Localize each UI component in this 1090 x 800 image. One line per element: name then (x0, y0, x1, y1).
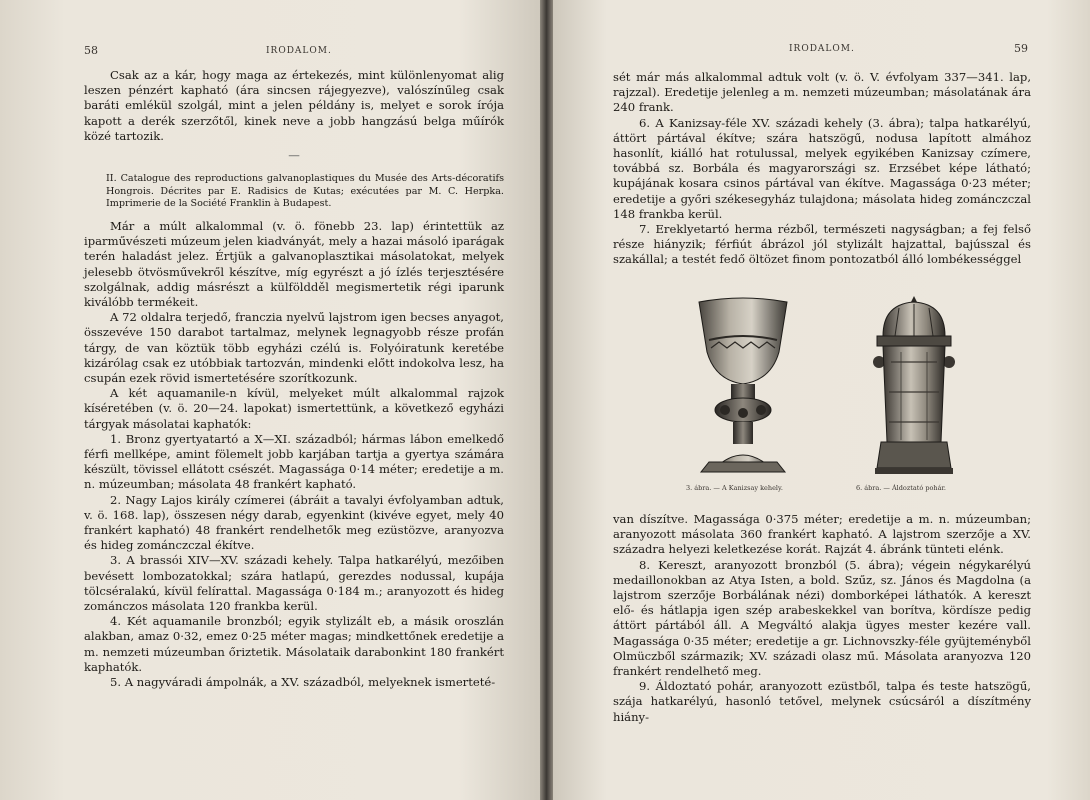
list-item-1: 1. Bronz gyertyatartó a X—XI. századból; hármas lábon emelkedő férfi mellképe, amint fölemelt jobb karjában tartja a gyertya számára készült, tövissel ellátott csészét. Magassága 0·14 méter; eredetije a m. n. múzeumban; másolata 48 frankért kapható. (84, 431, 504, 492)
list-item-4: 4. Két aquamanile bronzból; egyik stylizált eb, a másik oroszlán alakban, amaz 0·32, emez 0·25 méter magas; mindkettőnek eredetije a m. nemzeti múzeumban őriztetik. Másolataik darabonkint 180 frankért kaphatók. (84, 614, 504, 674)
left-page (0, 0, 540, 800)
list-item-5: 5. A nagyváradi ámpolnák, a XV. századból, melyeknek ismerteté- (110, 675, 496, 690)
figures-area (553, 292, 1090, 504)
list-item-2: 2. Nagy Lajos király czímerei (ábráit a tavalyi évfolyamban adtuk, v. ö. 168. lap), összesen négy darab, egyenkint (kivéve egyet, mely 40 frankért kapható) 48 frankért rendelhetők meg ezüstözve, aranyozva és hideg zománczczal ékítve. (84, 492, 504, 553)
paragraph-2: A 72 oldalra terjedő, franczia nyelvű lajstrom igen becses anyagot, összevéve 150 darabot tartalmaz, melynek legnagyobb része profán tárgy, de van köztük több egyházi czélú is. Folyóiratunk keretébe kizárólag csak ez utóbbiak tartozván, mindenki előtt indokolva lesz, ha csupán ezek rövid ismertetésére szorítkozunk. (84, 310, 504, 386)
right-page (553, 0, 1090, 800)
left-text-column (84, 68, 504, 690)
page-number: 59 (1014, 42, 1028, 55)
figure-3-caption: 3. ábra. — A Kanizsay kehely. (686, 484, 783, 492)
list-item-9: 9. Áldoztató pohár, aranyozott ezüstből, talpa és teste hatszögű, szája hatkarélyú, hasonló tetővel, melynek csúcsáról a díszítmény hiány- (613, 679, 1031, 724)
list-item-7: 7. Ereklyetartó herma rézből, természeti nagyságban; a fej felső része hiányzik; férfiút ábrázol jól stylizált hajzattal, bajússzal és szakállal; a testét fedő öltözet finom pontozatból álló lombékességgel (613, 222, 1031, 267)
paragraph-intro: Csak az a kár, hogy maga az értekezés, mint különlenyomat alig leszen pénzért kapható (ára sincsen rájegyezve), valószínűleg csak baráti emlékül szolgál, mint a jelen példány is, melyet e sorok írója kapott a derék szerzőtől, kinek neve a jobb hangzású belga műírók közé tartozik. (84, 68, 504, 143)
catalogue-heading: II. Catalogue des reproductions galvanoplastiques du Musée des Arts-décoratifs Hongrois. Décrites par E. Radisics de Kutas; exécutées par M. C. Herpka. Imprimerie de la Société Franklin à Budapest. (106, 173, 504, 210)
right-text-top (613, 70, 1031, 268)
running-head: IRODALOM. (789, 44, 855, 54)
running-head: IRODALOM. (266, 46, 332, 56)
list-item-3: 3. A brassói XIV—XV. századi kehely. Talpa hatkarélyú, mezőiben bevésett lombozatokkal; szára hatlapú, gerezdes nodussal, kupája tölcséralakú, kívül felírattal. Magassága 0·184 m.; aranyozott és hideg zománczos másolata 120 frankba kerül. (84, 553, 504, 614)
book-gutter (540, 0, 553, 800)
paragraph-1: Már a múlt alkalommal (v. ö. fönebb 23. lap) érintettük az iparművészeti múzeum jelen kiadványát, mely a hazai másoló iparágak terén haladást jelez. Értjük a galvanoplasztikai másolatokat, melyek jelesebb ötvösművekről készítve, míg egyrészt a jó ízlés terjesztésére szolgálnak, addig másrészt a külföldděl megismertetik régi iparunk kiválóbb termékeit. (84, 219, 504, 310)
right-text-bottom (613, 512, 1031, 725)
paragraph-3: A két aquamanile-n kívül, melyeket múlt alkalommal rajzok kíséretében (v. ö. 20—24. lapokat) ismertettünk, a következő egyházi tárgyak másolatai kaphatók: (84, 386, 504, 431)
separator: — (288, 148, 300, 163)
page-number: 58 (84, 44, 98, 57)
figure-6-caption: 6. ábra. — Áldoztató pohár. (856, 484, 946, 492)
reliquary-cup-illustration (871, 292, 957, 478)
chalice-illustration (691, 292, 795, 478)
paragraph-after-figures: van díszítve. Magassága 0·375 méter; eredetije a m. n. múzeumban; aranyozott másolata 360 frankért kapható. A lajstrom szerzője a XV. századra helyezi keletkezése korát. Rajzát 4. ábránk tünteti elénk. (613, 512, 1031, 557)
paragraph-continued: sét már más alkalommal adtuk volt (v. ö. V. évfolyam 337—341. lap, rajzzal). Eredetije jelenleg a m. nemzeti múzeumban; másolatának ára 240 frank. (613, 70, 1031, 115)
list-item-6: 6. A Kanizsay-féle XV. századi kehely (3. ábra); talpa hatkarélyú, áttört pártával ékítve; szára hatszögű, nodusa lapított almához hasonlít, kiálló hat rotulussal, melyek egyikében Kanizsay czímere, továbbá sz. Borbála és magyarországi sz. Erzsébet képe látható; kupájának kosara csinos pártával van ékítve. Magassága 0·23 méter; eredetije a győri székesegyház tulajdona; másolata hideg zománczczal 148 frankba kerül. (613, 115, 1031, 221)
list-item-8: 8. Kereszt, aranyozott bronzból (5. ábra); végein négykarélyú medaillonokban az Atya Isten, a bold. Szűz, sz. János és Magdolna (a lajstrom szerzője Borbálának nézi) domborképei láthatók. A kereszt elő- és hátlapja igen szép arabeskekkel van borítva, kördísze pedig áttört pártából áll. A Megváltó alakja ügyes mester kezére vall. Magassága 0·35 méter; eredetije a gr. Lichnovszky-féle gyüjteményből Olmüczből származik; XV. századi olasz mű. Másolata aranyozva 120 frankért rendelhető meg. (613, 557, 1031, 679)
